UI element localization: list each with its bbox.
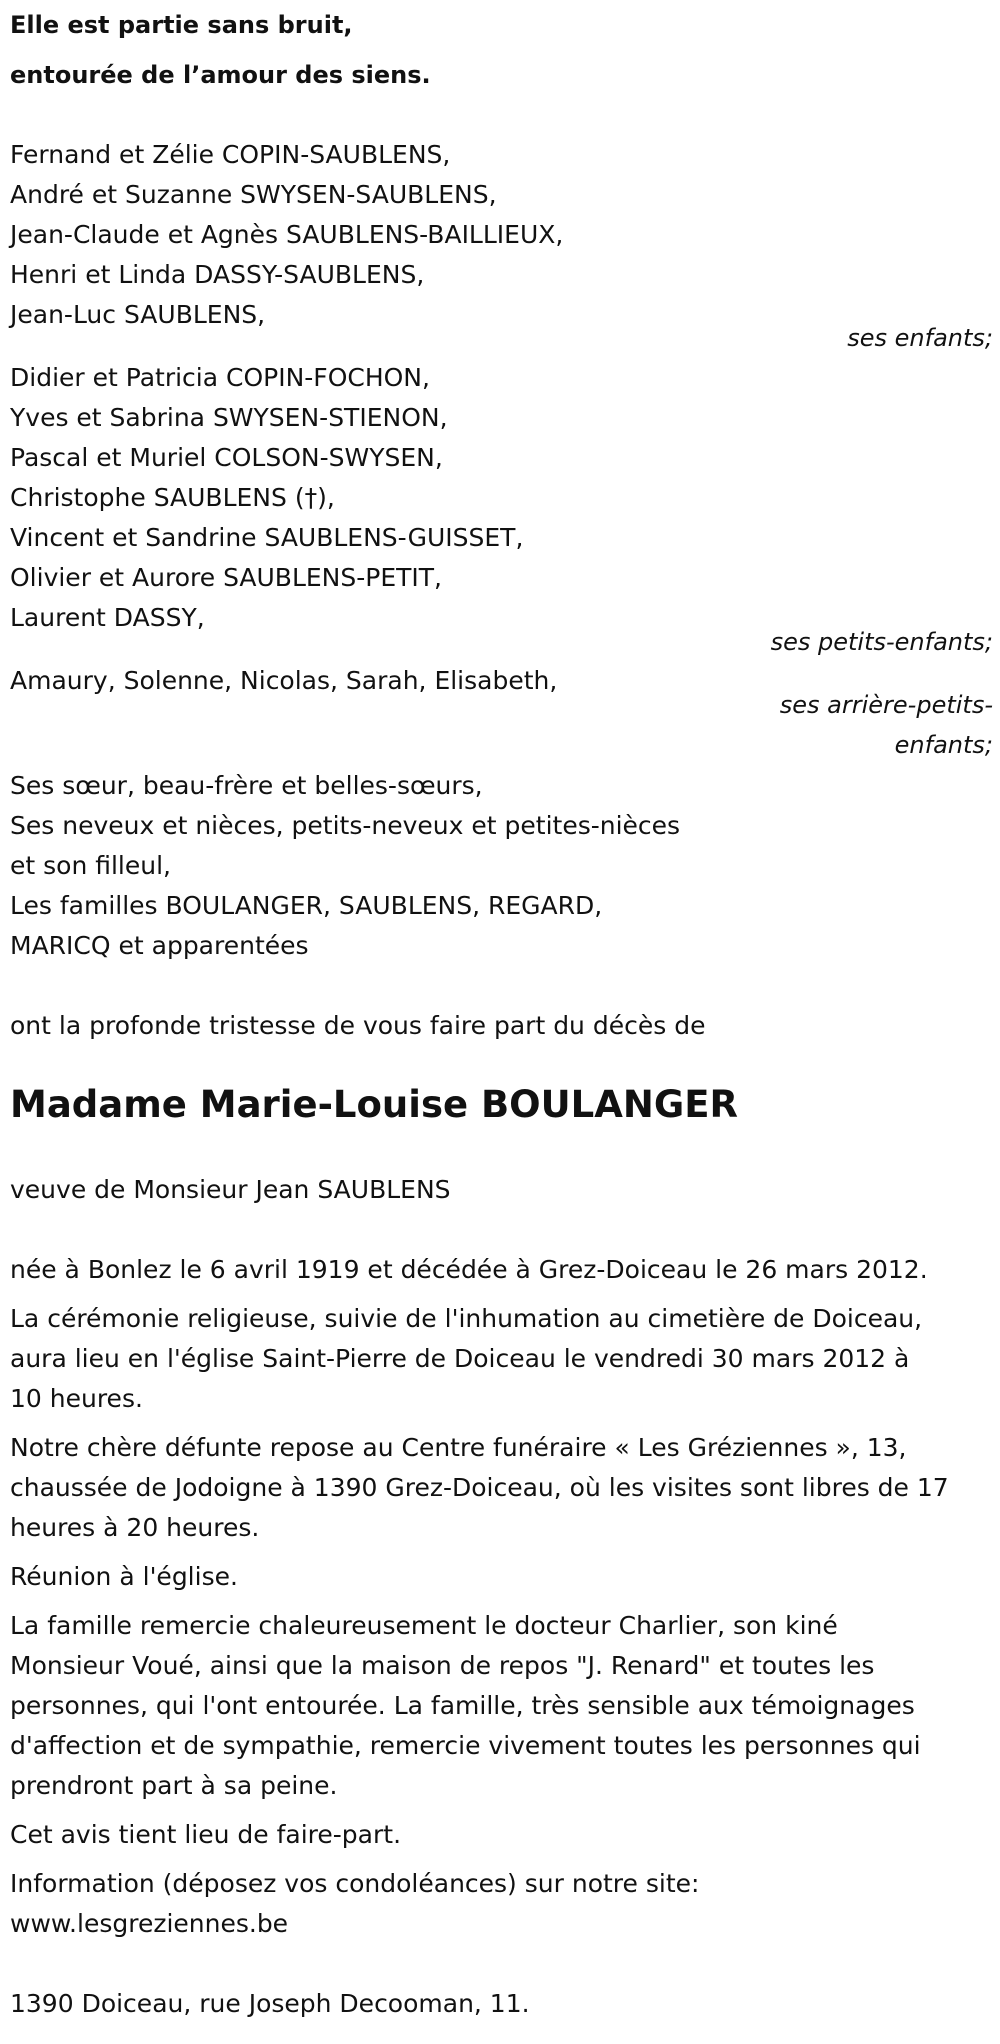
grandchild-entry: Christophe SAUBLENS (†),	[10, 483, 335, 512]
family-line: Les familles BOULANGER, SAUBLENS, REGARD,	[10, 891, 603, 920]
grandchild-entry: Didier et Patricia COPIN-FOCHON,	[10, 363, 430, 392]
family-line: Ses sœur, beau-frère et belles-sœurs,	[10, 771, 483, 800]
ceremony-line: aura lieu en l'église Saint-Pierre de Doiceau le vendredi 30 mars 2012 à	[10, 1344, 910, 1373]
great-grandchildren-entry: Amaury, Solenne, Nicolas, Sarah, Elisabeth,	[10, 666, 558, 695]
intro-line: entourée de l’amour des siens.	[10, 61, 431, 89]
intro-line: Elle est partie sans bruit,	[10, 11, 353, 39]
child-entry: Jean-Luc SAUBLENS,	[10, 300, 266, 329]
repose-line: chaussée de Jodoigne à 1390 Grez-Doiceau, où les visites sont libres de 17	[10, 1473, 949, 1502]
website-link[interactable]: www.lesgreziennes.be	[10, 1909, 289, 1938]
grandchildren-label: ses petits-enfants;	[770, 628, 993, 656]
info-line: Information (déposez vos condoléances) sur notre site:	[10, 1869, 700, 1898]
address: 1390 Doiceau, rue Joseph Decooman, 11.	[10, 1989, 530, 2018]
grandchild-entry: Yves et Sabrina SWYSEN-STIENON,	[10, 403, 448, 432]
thanks-line: La famille remercie chaleureusement le docteur Charlier, son kiné	[10, 1611, 838, 1640]
family-line: Ses neveux et nièces, petits-neveux et petites-nièces	[10, 811, 681, 840]
grandchild-entry: Laurent DASSY,	[10, 603, 205, 632]
deceased-name: Madame Marie-Louise BOULANGER	[10, 1083, 738, 1126]
child-entry: Jean-Claude et Agnès SAUBLENS-BAILLIEUX,	[10, 220, 564, 249]
child-entry: André et Suzanne SWYSEN-SAUBLENS,	[10, 180, 497, 209]
child-entry: Fernand et Zélie COPIN-SAUBLENS,	[10, 140, 451, 169]
child-entry: Henri et Linda DASSY-SAUBLENS,	[10, 260, 425, 289]
widow-of: veuve de Monsieur Jean SAUBLENS	[10, 1175, 451, 1204]
repose-line: Notre chère défunte repose au Centre funéraire « Les Gréziennes », 13,	[10, 1433, 907, 1462]
family-line: et son filleul,	[10, 851, 171, 880]
thanks-line: d'affection et de sympathie, remercie vivement toutes les personnes qui	[10, 1731, 921, 1760]
grandchild-entry: Vincent et Sandrine SAUBLENS-GUISSET,	[10, 523, 524, 552]
family-line: MARICQ et apparentées	[10, 931, 309, 960]
thanks-line: Monsieur Voué, ainsi que la maison de repos "J. Renard" et toutes les	[10, 1651, 875, 1680]
grandchild-entry: Pascal et Muriel COLSON-SWYSEN,	[10, 443, 443, 472]
great-grandchildren-label: ses arrière-petits-	[779, 691, 993, 719]
repose-line: heures à 20 heures.	[10, 1513, 260, 1542]
grandchild-entry: Olivier et Aurore SAUBLENS-PETIT,	[10, 563, 443, 592]
notice-line: Cet avis tient lieu de faire-part.	[10, 1820, 402, 1849]
birth-death-dates: née à Bonlez le 6 avril 1919 et décédée à Grez-Doiceau le 26 mars 2012.	[10, 1255, 928, 1284]
thanks-line: prendront part à sa peine.	[10, 1771, 338, 1800]
ceremony-line: La cérémonie religieuse, suivie de l'inhumation au cimetière de Doiceau,	[10, 1304, 923, 1333]
announcement: ont la profonde tristesse de vous faire part du décès de	[10, 1011, 706, 1040]
meeting-line: Réunion à l'église.	[10, 1562, 238, 1591]
children-label: ses enfants;	[847, 324, 993, 352]
great-grandchildren-label: enfants;	[894, 731, 993, 759]
ceremony-line: 10 heures.	[10, 1384, 143, 1413]
thanks-line: personnes, qui l'ont entourée. La famille, très sensible aux témoignages	[10, 1691, 915, 1720]
